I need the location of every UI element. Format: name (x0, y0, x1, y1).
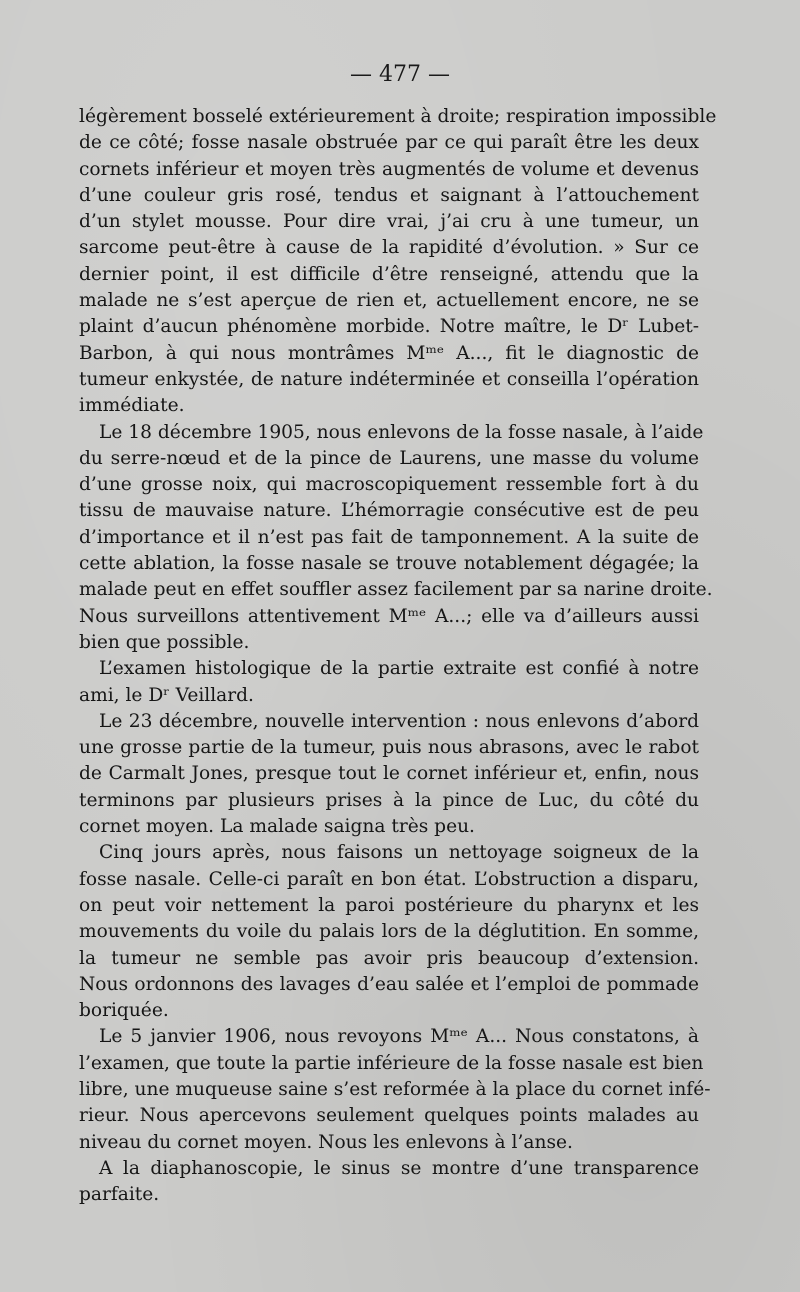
text-line: Le 23 décembre, nouvelle intervention : nous enlevons d’abord (99, 710, 699, 732)
text-line: niveau du cornet moyen. Nous les enlevons à l’anse. (79, 1131, 573, 1153)
text-line: Cinq jours après, nous faisons un nettoyage soigneux de la (99, 842, 699, 864)
text-line: bien que possible. (79, 631, 250, 653)
text-line: Le 18 décembre 1905, nous enlevons de la fosse nasale, à l’aide (99, 421, 704, 443)
text-line: dernier point, il est difficile d’être renseigné, attendu que la (79, 263, 699, 285)
text-line: l’examen, que toute la partie inférieure de la fosse nasale est bien (79, 1052, 704, 1074)
text-line: sarcome peut-être à cause de la rapidité d’évolution. » Sur ce (79, 237, 699, 259)
text-line: cette ablation, la fosse nasale se trouve notablement dégagée; la (79, 553, 699, 575)
text-line: cornet moyen. La malade saigna très peu. (79, 816, 475, 838)
text-line: mouvements du voile du palais lors de la déglutition. En somme, (79, 921, 699, 943)
text-line: malade ne s’est aperçue de rien et, actuellement encore, ne se (79, 290, 699, 312)
text-line: légèrement bosselé extérieurement à droite; respiration impossible (79, 106, 717, 127)
text-line: malade peut en effet souffler assez facilement par sa narine droite. (79, 579, 713, 601)
body-text (79, 104, 717, 1208)
text-line: de Carmalt Jones, presque tout le cornet inférieur et, enfin, nous (79, 763, 699, 785)
text-line: la tumeur ne semble pas avoir pris beaucoup d’extension. (79, 947, 699, 969)
text-line: Le 5 janvier 1906, nous revoyons Mᵐᵉ A... Nous constatons, à (99, 1026, 699, 1048)
text-line: Nous surveillons attentivement Mᵐᵉ A...; elle va d’ailleurs aussi (79, 605, 699, 627)
text-line: parfaite. (79, 1184, 160, 1206)
text-line: immédiate. (79, 395, 185, 417)
text-line: A la diaphanoscopie, le sinus se montre d’une transparence (99, 1157, 699, 1179)
text-line: cornets inférieur et moyen très augmentés de volume et devenus (79, 158, 699, 180)
text-line: plaint d’aucun phénomène morbide. Notre maître, le Dʳ Lubet- (79, 316, 699, 338)
text-line: Nous ordonnons des lavages d’eau salée et l’emploi de pommade (79, 973, 699, 995)
text-line: terminons par plusieurs prises à la pince de Luc, du côté du (79, 789, 699, 811)
text-line: tissu de mauvaise nature. L’hémorragie consécutive est de peu (79, 500, 699, 522)
page-number: — 477 — (350, 62, 450, 87)
text-line: rieur. Nous apercevons seulement quelques points malades au (79, 1105, 699, 1127)
text-line: d’un stylet mousse. Pour dire vrai, j’ai cru à une tumeur, un (79, 211, 699, 233)
text-line: boriquée. (79, 1000, 169, 1022)
text-line: d’importance et il n’est pas fait de tamponnement. A la suite de (79, 526, 699, 548)
text-line: d’une couleur gris rosé, tendus et saignant à l’attouchement (79, 184, 699, 206)
text-line: tumeur enkystée, de nature indéterminée et conseilla l’opération (79, 368, 699, 390)
text-line: on peut voir nettement la paroi postérieure du pharynx et les (79, 894, 699, 916)
text-line: une grosse partie de la tumeur, puis nous abrasons, avec le rabot (79, 737, 699, 759)
text-line: ami, le Dʳ Veillard. (79, 684, 254, 706)
text-line: fosse nasale. Celle-ci paraît en bon état. L’obstruction a disparu, (79, 868, 699, 890)
text-line: de ce côté; fosse nasale obstruée par ce qui paraît être les deux (79, 132, 699, 154)
text-line: libre, une muqueuse saine s’est reformée à la place du cornet infé- (79, 1078, 711, 1100)
text-line: du serre-nœud et de la pince de Laurens, une masse du volume (79, 447, 699, 469)
text-line: d’une grosse noix, qui macroscopiquement ressemble fort à du (79, 474, 699, 496)
text-line: Barbon, à qui nous montrâmes Mᵐᵉ A..., fit le diagnostic de (79, 342, 699, 364)
text-line: L’examen histologique de la partie extraite est confié à notre (99, 658, 699, 680)
